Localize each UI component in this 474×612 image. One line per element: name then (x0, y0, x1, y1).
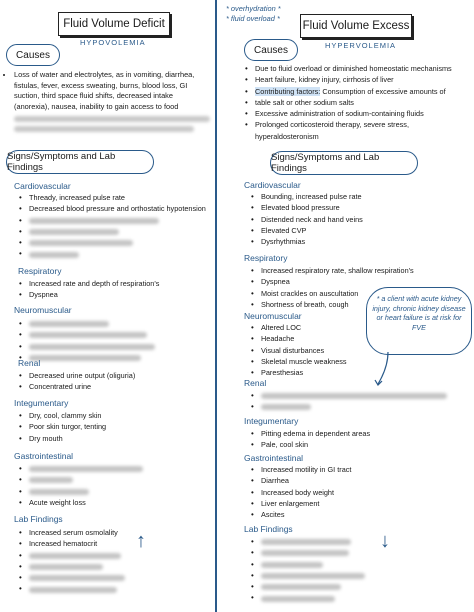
left-list-cardiovascular (18, 192, 206, 260)
left-subtitle: HYPOVOLEMIA (80, 38, 146, 47)
list-item: • Increased serum osmolality (18, 527, 125, 538)
list-item-blurred (18, 237, 206, 248)
list-item-blurred (18, 463, 143, 474)
left-causes-text (2, 70, 210, 132)
list-item-blurred (18, 341, 155, 352)
right-title (300, 14, 412, 38)
list-item: • Heart failure, kidney injury, cirrhosis of liver (244, 74, 470, 85)
list-item: • Dysrhythmias (250, 236, 363, 247)
list-item-blurred (250, 581, 365, 592)
left-signs-heading (6, 150, 154, 174)
list-item (244, 119, 470, 142)
list-item: • Headache (250, 333, 347, 344)
list-item-blurred (18, 486, 143, 497)
right-signs-label: Signs/Symptoms and Lab Findings (271, 152, 380, 174)
right-list-lab-findings (250, 536, 365, 604)
list-item: • Liver enlargement (250, 498, 351, 509)
list-item: • Concentrated urine (18, 381, 135, 392)
left-section-respiratory: Respiratory (18, 266, 62, 276)
right-section-renal: Renal (244, 378, 267, 388)
list-item-blurred (18, 318, 155, 329)
list-item: • Acute weight loss (18, 497, 143, 508)
list-item: • Skeletal muscle weakness (250, 356, 347, 367)
list-item-blurred (250, 592, 365, 603)
left-causes-heading (6, 44, 60, 66)
list-item-blurred (18, 583, 125, 594)
list-item-text: Prolonged corticosteroid therapy, severe stress, hyperaldosteronism (255, 120, 409, 141)
left-list-gastrointestinal (18, 463, 143, 508)
right-list-integumentary (250, 428, 370, 451)
left-section-integumentary: Integumentary (14, 398, 69, 408)
list-item-blurred (18, 550, 125, 561)
list-item: • Decreased urine output (oliguria) (18, 370, 135, 381)
list-item: • Increased rate and depth of respiration's (18, 278, 159, 289)
left-list-lab-findings (18, 527, 125, 595)
right-signs-heading (270, 151, 418, 175)
list-item: • Increased respiratory rate, shallow respiration's (250, 265, 414, 276)
right-arrow-down: ↓ (380, 530, 390, 552)
right-subtitle: HYPERVOLEMIA (325, 41, 397, 50)
left-signs-label: Signs/Symptoms and Lab Findings (7, 151, 116, 173)
list-item-blurred (250, 390, 447, 401)
left-list-renal (18, 370, 135, 393)
top-note-line-2: * fluid overload * (226, 14, 280, 23)
list-item: • Pale, cool skin (250, 439, 370, 450)
list-item: • Increased hematocrit (18, 538, 125, 549)
list-item: • Distended neck and hand veins (250, 214, 363, 225)
list-item: • Increased motility in GI tract (250, 464, 351, 475)
right-list-neuromuscular (250, 322, 347, 378)
left-section-lab-findings: Lab Findings (14, 514, 63, 524)
list-item: • Shortness of breath, cough (250, 299, 414, 310)
right-section-neuromuscular: Neuromuscular (244, 311, 302, 321)
list-item-blurred (250, 570, 365, 581)
list-item: • Dry mouth (18, 433, 106, 444)
right-list-gastrointestinal (250, 464, 351, 520)
left-title-text: Fluid Volume Deficit (63, 18, 165, 30)
column-divider (215, 0, 217, 612)
right-causes-label: Causes (254, 44, 288, 56)
left-section-neuromuscular: Neuromuscular (14, 305, 72, 315)
list-item (244, 86, 470, 97)
left-causes-label: Causes (16, 49, 50, 61)
left-causes-blurred-line (14, 116, 210, 122)
list-item: • Dry, cool, clammy skin (18, 410, 106, 421)
list-item: • Dyspnea (18, 289, 159, 300)
left-causes-blurred-line (14, 126, 194, 132)
list-item-blurred (250, 547, 365, 558)
top-note-line-1: * overhydration * (226, 4, 281, 13)
list-item: • Ascites (250, 509, 351, 520)
list-item: • Pitting edema in dependent areas (250, 428, 370, 439)
left-section-gastrointestinal: Gastrointestinal (14, 451, 74, 461)
list-item-continuation (244, 97, 470, 108)
contributing-factors-label: Contributing factors: (255, 86, 321, 96)
list-item: • Elevated CVP (250, 225, 363, 236)
list-item: • Increased body weight (250, 487, 351, 498)
list-item-blurred (18, 572, 125, 583)
risk-note: * a client with acute kidney injury, chronic kidney disease or heart failure is at risk for FVE (372, 294, 466, 332)
list-item: • Altered LOC (250, 322, 347, 333)
right-title-text: Fluid Volume Excess (302, 20, 410, 32)
list-item-blurred (250, 401, 447, 412)
list-item: • Dyspnea (250, 276, 414, 287)
right-list-renal (250, 390, 447, 413)
list-item: • Moist crackles on auscultation (250, 288, 414, 299)
left-list-respiratory (18, 278, 159, 301)
list-item: • Elevated blood pressure (250, 202, 363, 213)
list-item: • Bounding, increased pulse rate (250, 191, 363, 202)
list-item-blurred (250, 559, 365, 570)
left-section-cardiovascular: Cardiovascular (14, 181, 71, 191)
left-causes-item: • Loss of water and electrolytes, as in vomiting, diarrhea, fistulas, fever, excess sweating, burns, blood loss, GI suction, third space fluid shifts, decreased intake (anorexia), nausea, inability to gain access to food (14, 70, 210, 112)
right-section-integumentary: Integumentary (244, 416, 299, 426)
list-item: • Poor skin turgor, tenting (18, 421, 106, 432)
right-section-respiratory: Respiratory (244, 253, 288, 263)
left-list-integumentary (18, 410, 106, 444)
right-section-gastrointestinal: Gastrointestinal (244, 453, 304, 463)
right-section-lab-findings: Lab Findings (244, 524, 293, 534)
left-arrow-up: ↑ (136, 530, 146, 552)
list-item-blurred (18, 474, 143, 485)
note-pointer-arrow (370, 350, 400, 390)
list-item-blurred (18, 248, 206, 259)
list-item: • Thready, increased pulse rate (18, 192, 206, 203)
list-item-blurred (250, 536, 365, 547)
list-item-blurred (18, 215, 206, 226)
list-item: • Visual disturbances (250, 345, 347, 356)
list-item: • Due to fluid overload or diminished homeostatic mechanisms (244, 63, 470, 74)
left-title (58, 12, 170, 36)
list-item-continuation-text: table salt or other sodium salts (255, 97, 354, 107)
contributing-factors-text: Consumption of excessive amounts of (322, 86, 446, 96)
top-note (226, 4, 281, 24)
right-list-cardiovascular (250, 191, 363, 247)
list-item-blurred (18, 226, 206, 237)
right-causes-list (244, 63, 470, 142)
list-item-blurred (18, 561, 125, 572)
right-section-cardiovascular: Cardiovascular (244, 180, 301, 190)
list-item: • Diarrhea (250, 475, 351, 486)
list-item: • Decreased blood pressure and orthostatic hypotension (18, 203, 206, 214)
left-list-neuromuscular (18, 318, 155, 363)
right-causes-heading (244, 39, 298, 61)
list-item: • Excessive administration of sodium-containing fluids (244, 108, 470, 119)
left-section-renal: Renal (18, 358, 41, 368)
list-item-blurred (18, 329, 155, 340)
list-item: • Paresthesias (250, 367, 347, 378)
